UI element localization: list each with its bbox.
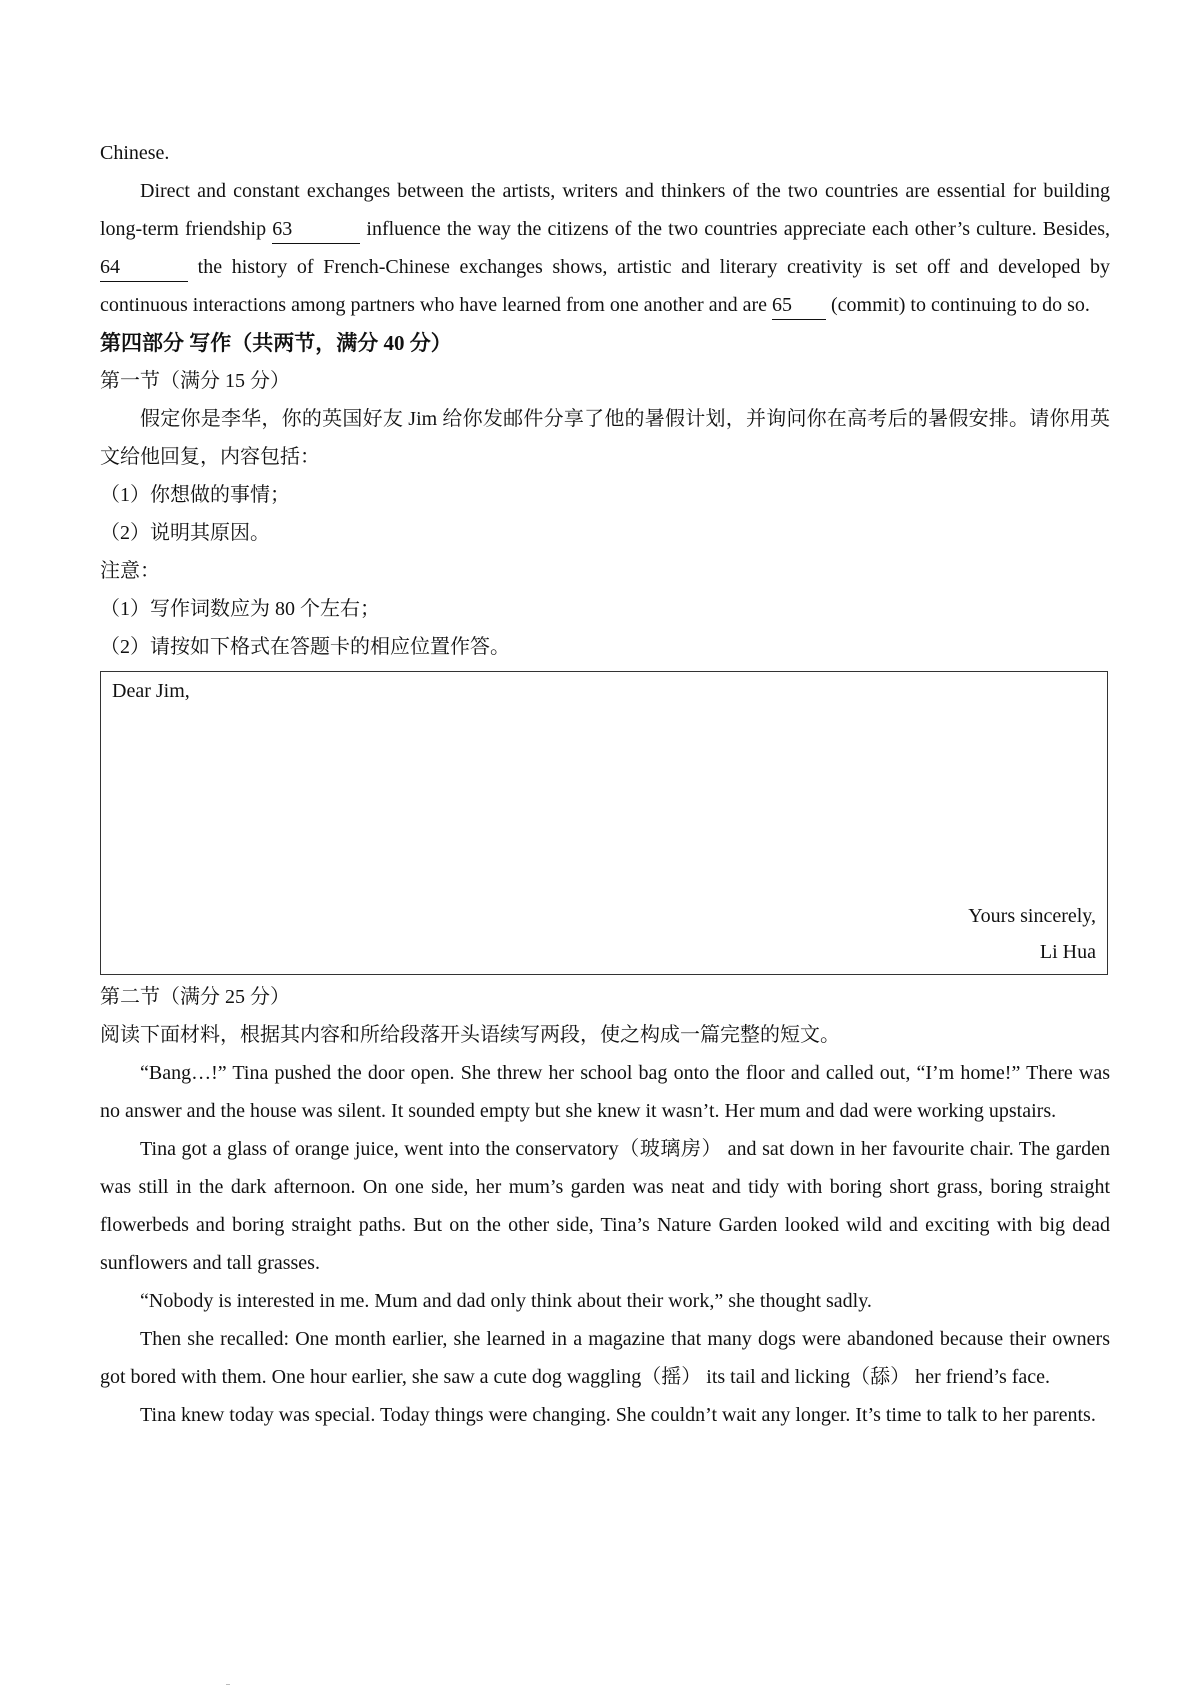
blank-65[interactable]: 65 [772, 291, 826, 320]
section1-note-2: （2）请按如下格式在答题卡的相应位置作答。 [100, 636, 510, 658]
section1-point-1: （1）你想做的事情； [100, 484, 290, 506]
letter-answer-box[interactable] [100, 671, 1108, 975]
section1-point-2: （2）说明其原因。 [100, 522, 270, 544]
story-paragraph-5: Tina knew today was special. Today things were changing. She couldn’t wait any longer. It’s time to talk to her parents. [140, 1404, 1096, 1426]
story-paragraph-2: Tina got a glass of orange juice, went into the conservatory（玻璃房） and sat down in her favourite chair. The garden was still in the dark afternoon. On one side, her mum’s garden was neat and tidy with boring short grass, boring straight flowerbeds and boring straight paths. But on the other side, Tina’s Nature Garden looked wild and exciting with big dead sunflowers and tall grasses. [100, 1138, 1110, 1274]
story-paragraph-3: “Nobody is interested in me. Mum and dad only think about their work,” she thought sadly. [140, 1290, 872, 1312]
blank-63[interactable]: 63 [272, 215, 360, 244]
section1-note-label: 注意： [100, 560, 160, 582]
passage-fragment-chinese: Chinese. [100, 142, 170, 164]
letter-closing: Yours sincerely, [968, 905, 1096, 927]
story-paragraph-1: “Bang…!” Tina pushed the door open. She threw her school bag onto the floor and called out, “I’m home!” There was no answer and the house was silent. It sounded empty but she knew it wasn’t. Her mum and dad were working upstairs. [100, 1062, 1110, 1122]
passage-text-2: influence the way the citizens of the two countries appreciate each other’s culture. Besides, [360, 218, 1110, 240]
page-footer-mark [226, 1684, 230, 1685]
letter-signature: Li Hua [1039, 941, 1096, 963]
blank-64[interactable]: 64 [100, 253, 188, 282]
section1-prompt: 假定你是李华，你的英国好友 Jim 给你发邮件分享了他的暑假计划，并询问你在高考后的暑假安排。请你用英文给他回复，内容包括： [100, 408, 1110, 468]
letter-greeting: Dear Jim, [112, 680, 190, 702]
passage-paragraph-exchanges [100, 172, 1110, 324]
exam-page [100, 134, 1110, 1434]
section1-note-1: （1）写作词数应为 80 个左右； [100, 598, 380, 620]
section1-title: 第一节（满分 15 分） [100, 370, 290, 392]
passage-text-4: (commit) to continuing to do so. [825, 294, 1090, 316]
passage-text-3: the history of French-Chinese exchanges shows, artistic and literary creativity is set off and developed by continuous interactions among partners who have learned from one another and are [100, 256, 1110, 316]
part4-heading: 第四部分 写作（共两节，满分 40 分） [100, 331, 452, 355]
passage-text-1: Direct and constant exchanges between the artists, writers and thinkers of the two countries are essential for building long-term friendship [100, 180, 1110, 240]
section2-instruction: 阅读下面材料，根据其内容和所给段落开头语续写两段，使之构成一篇完整的短文。 [100, 1024, 840, 1046]
letter-closing-block [968, 898, 1096, 970]
section2-title: 第二节（满分 25 分） [100, 986, 290, 1008]
story-paragraph-4: Then she recalled: One month earlier, she learned in a magazine that many dogs were abandoned because their owners got bored with them. One hour earlier, she saw a cute dog waggling（摇） its tail and licking（舔） her friend’s face. [100, 1328, 1110, 1388]
